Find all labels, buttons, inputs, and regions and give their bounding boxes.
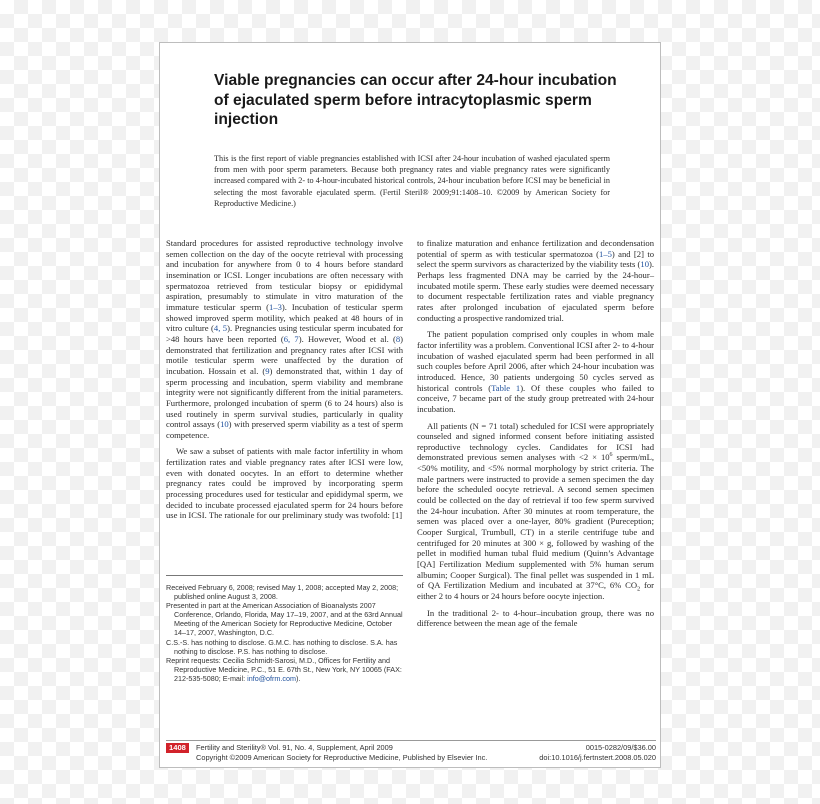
footnote-text: Reprint requests: Cecilia Schmidt-Sarosi, M.D., Offices for Fertility and Reproductive Medicine, P.C., 51 E. 67th St., New York, NY 10065 (FAX: 212-535-5080; E-mail: bbox=[166, 655, 402, 683]
body-text: to finalize maturation and enhance fertilization and decondensation potential of sperm as with testicular spermatozoa ( bbox=[417, 238, 654, 259]
body-text: ). Of these couples who failed to conceive, 7 became part of the study group pretreated with 24-hour incubation. bbox=[417, 382, 654, 414]
article-abstract: This is the first report of viable pregnancies established with ICSI after 24-hour incubation of washed ejaculated sperm from men with poor sperm parameters. Because both pregnancy rates and viable pregnancy rates were significantly increased compared with 2- to 4-hour-incubated historical controls, 24-hour incubation before ICSI may be beneficial in selecting the most favorable ejaculated sperm. (Fertil Steril® 2009;91:1408–10. ©2009 by American Society for Reproductive Medicine.) bbox=[214, 154, 610, 208]
body-paragraph: In the traditional 2- to 4-hour–incubation group, there was no difference between the mean age of the female bbox=[417, 607, 654, 629]
body-text: ) demonstrated that fertilization and pregnancy rates after ICSI with motile testicular sperm were unaffected by the duration of incubation. Hossain et al. ( bbox=[166, 333, 404, 376]
body-paragraph: We saw a subset of patients with male factor infertility in whom fertilization rates and viable pregnancy rates after ICSI were low, even with donated oocytes. In an effort to determine whether pregnancy rates could be improved by incorporating sperm processing procedures used for testicular and epididymal sperm, we decided to incubate processed ejaculated sperm for 24 hours before use in ICSI. The rationale for our preliminary study was twofold: [1] bbox=[166, 446, 403, 521]
body-text: ). Perhaps less fragmented DNA may be carried by the 24-hour–incubated motile sperm. These early studies were deemed necessary to document respectable fertilization rates and viable pregnancy rates after prolonged incubation of ejaculated sperm before conducting a prospective randomized trial. bbox=[417, 259, 654, 323]
body-text: Standard procedures for assisted reproductive technology involve semen collection on the day of the oocyte retrieval with processing and incubation for anywhere from 0 to 4 hours before standard insemination or ICSI. Longer incubations are often necessary with spermatozoa retrieved from testicular biopsy or epididymal aspiration, presumably to stimulate in vitro maturation of the immature testicular sperm ( bbox=[166, 238, 403, 312]
body-paragraph bbox=[417, 421, 654, 602]
citation-link[interactable]: 10 bbox=[640, 259, 649, 270]
footnote-reprint bbox=[166, 656, 406, 683]
body-text: sperm/mL, <50% motility, and <5% normal morphology by strict criteria. The male partners were instructed to provide a semen specimen the day before the scheduled oocyte retrieval. A second semen specimen could be collected on the day of retrieval if too few sperm survived the 24-hour incubation. After 30 minutes at room temperature, the semen was placed over a one-layer, 80% gradient (Pureception; Cooper Surgical, Trumbull, CT) in a sterile centrifuge tube and centrifuged for 20 minutes at 300 × g, followed by washing of the pellet in modified human tubal fluid medium (Quinn’s Advantage [QA] Fertilization Medium supplemented with 5% human serum albumin; Cooper Surgical). The final pellet was suspended in 1 mL of QA Fertilization Medium and incubated at 37°C, 6% CO bbox=[417, 452, 654, 591]
subscript: 2 bbox=[637, 587, 641, 594]
footer-divider bbox=[166, 740, 656, 741]
article-title: Viable pregnancies can occur after 24-hour incubation of ejaculated sperm before intracytoplasmic sperm injection bbox=[214, 72, 617, 128]
body-paragraph bbox=[417, 329, 654, 414]
body-paragraph bbox=[166, 238, 403, 440]
body-text: ). However, Wood et al. ( bbox=[298, 333, 396, 344]
citation-link[interactable]: 1–5 bbox=[599, 248, 612, 259]
footnotes bbox=[166, 583, 406, 683]
footnote-divider bbox=[166, 575, 403, 576]
citation-link[interactable]: 6, 7 bbox=[283, 333, 299, 344]
footnote-disclosure: C.S.-S. has nothing to disclose. G.M.C. has nothing to disclose. S.A. has nothing to disclose. P.S. has nothing to disclose. bbox=[166, 637, 398, 656]
superscript: 6 bbox=[609, 452, 613, 459]
page-number-badge: 1408 bbox=[166, 743, 189, 753]
table-link[interactable]: Table 1 bbox=[491, 382, 521, 393]
doi-link[interactable]: doi:10.1016/j.fertnstert.2008.05.020 bbox=[539, 753, 656, 762]
body-text: ) demonstrated that, within 1 day of sperm processing and incubation, sperm viability and membrane integrity were not significantly different from the initial parameters. Furthermore, prolonged incubation of sperm (6 to 24 hours) also is used routinely in sperm survival studies, particularly in quality control assays ( bbox=[166, 365, 403, 430]
footnote-text: ). bbox=[295, 673, 301, 683]
citation-link[interactable]: 10 bbox=[220, 419, 229, 430]
citation-link[interactable]: 9 bbox=[265, 365, 270, 376]
footnote-received: Received February 6, 2008; revised May 1, 2008; accepted May 2, 2008; published online August 3, 2008. bbox=[166, 583, 399, 602]
copyright-line: Copyright ©2009 American Society for Reproductive Medicine, Published by Elsevier Inc. bbox=[196, 753, 488, 762]
journal-citation: Fertility and Sterility® Vol. 91, No. 4, Supplement, April 2009 bbox=[196, 743, 393, 752]
footnote-presented: Presented in part at the American Association of Bioanalysts 2007 Conference, Orlando, Florida, May 17–19, 2007, and at the 63rd Annual Meeting of the American Society for Reproductive Medicine, October 14–17, 2007, Washington, D.C. bbox=[166, 601, 403, 638]
body-text: for either 2 to 4 hours or 24 hours before oocyte injection. bbox=[417, 580, 654, 601]
body-text: ). Incubation of testicular sperm showed improved sperm motility, which peaked at 48 hours of in vitro culture ( bbox=[166, 301, 403, 334]
left-column bbox=[166, 238, 403, 527]
body-paragraph bbox=[417, 238, 654, 323]
body-text: The patient population comprised only couples in whom male factor infertility was a problem. Conventional ICSI after 2- to 4-hour incubation of washed ejaculated sperm had been performed in all such couples before April 2006, after which 24-hour incubation was introduced. Hence, 30 patients undergoing 50 cycles served as historical controls ( bbox=[417, 329, 654, 393]
article-page bbox=[159, 42, 661, 768]
citation-link[interactable]: 4, 5 bbox=[213, 323, 228, 334]
body-text: ) with preserved sperm viability as a test of sperm competence. bbox=[166, 419, 403, 440]
citation-link[interactable]: 8 bbox=[395, 333, 401, 344]
citation-link[interactable]: 1–3 bbox=[269, 301, 282, 312]
body-text: All patients (N = 71 total) scheduled for ICSI were appropriately counseled and signed informed consent before initiating assisted reproductive technology cycles. Candidates for ICSI had demonstrated previous semen analyses with <2 × 10 bbox=[417, 420, 654, 463]
body-text: ). Pregnancies using testicular sperm incubated for >48 hours have been reported ( bbox=[166, 323, 403, 344]
body-text: ) and [2] to select the sperm survivors as characterized by the viability tests ( bbox=[417, 248, 654, 270]
issn-price: 0015-0282/09/$36.00 bbox=[585, 743, 656, 752]
right-column bbox=[417, 238, 654, 635]
email-link[interactable]: info@ofrm.com bbox=[247, 673, 296, 683]
